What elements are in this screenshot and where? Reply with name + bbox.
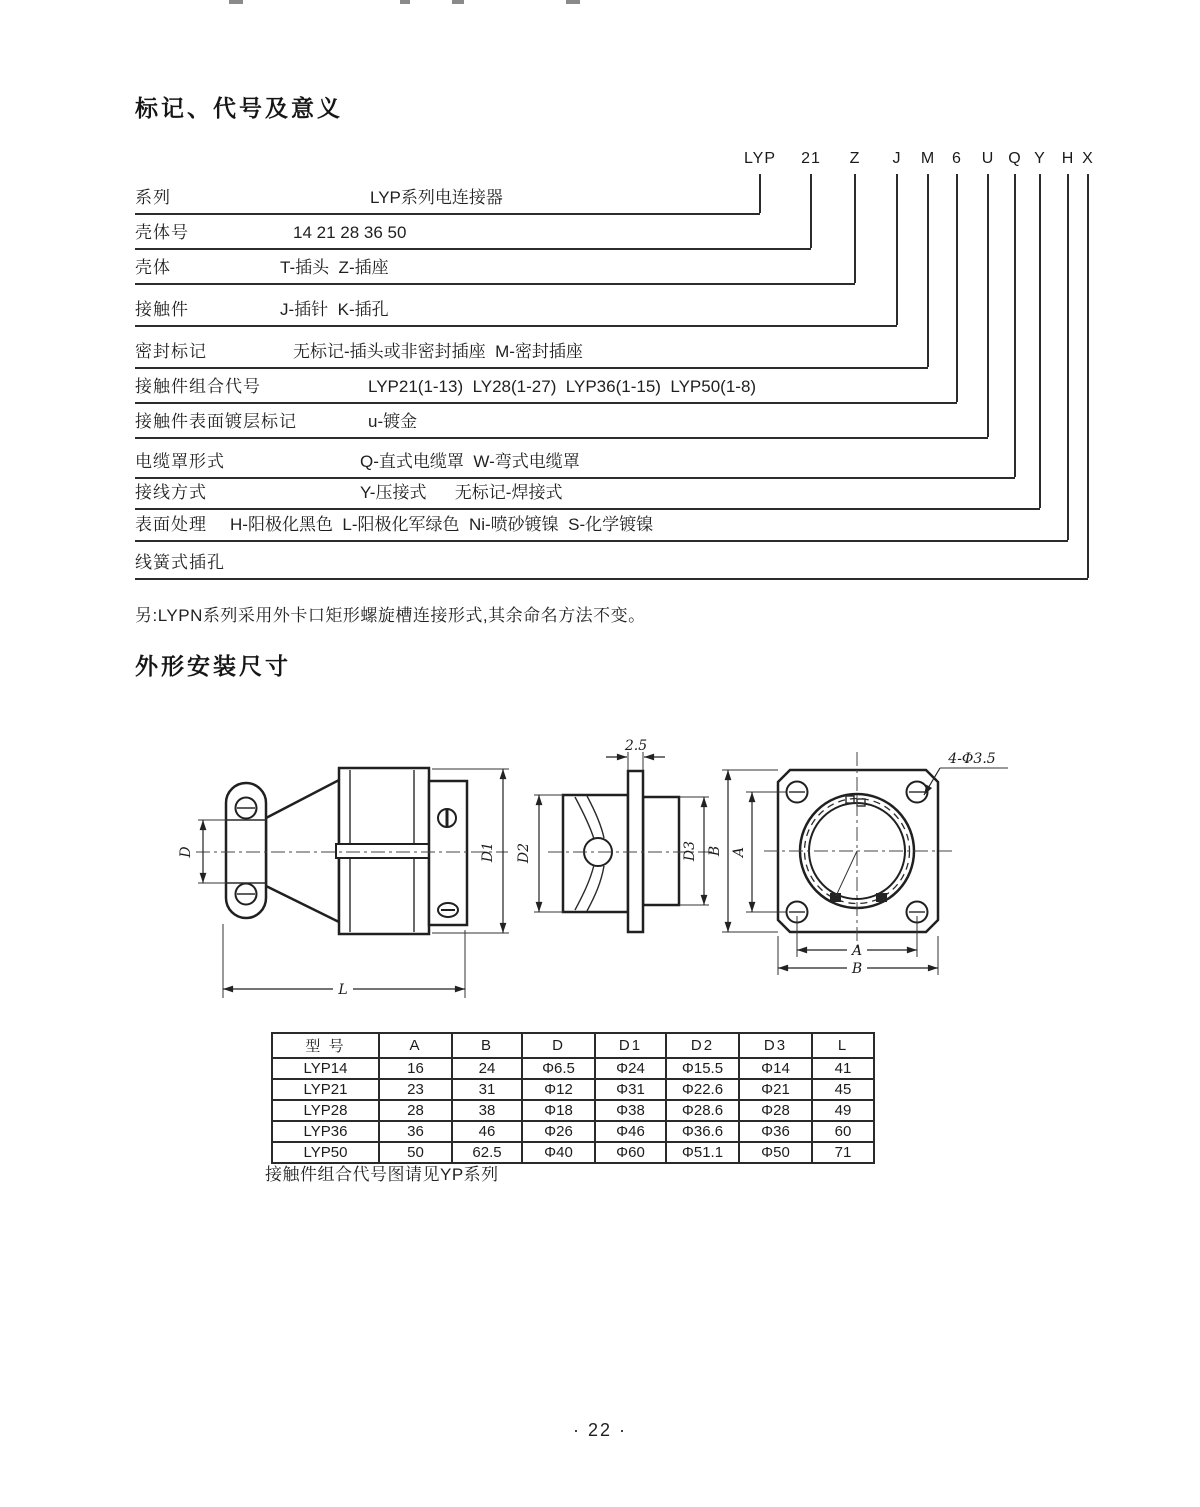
dim-label-l: L [338,982,348,998]
code-part-layout: 6 [952,150,962,167]
cell: Φ15.5 [666,1058,739,1079]
dim-label-a-vertical: A [731,846,747,858]
col-header-d: D [522,1033,595,1058]
table-footnote: 接触件组合代号图请见YP系列 [265,1165,499,1184]
cell: Φ26 [522,1121,595,1142]
receptacle-front-view-drawing [707,751,1008,977]
col-header-d2: D2 [666,1033,739,1058]
row-label: 电缆罩形式 [135,452,225,471]
code-part-series: LYP [743,150,777,167]
designation-row-contact [135,295,897,327]
cell: 50 [379,1142,452,1163]
designation-row-socket [135,548,1088,580]
col-header-b: B [452,1033,522,1058]
cell: Φ31 [595,1079,666,1100]
row-value: LYP21(1-13) LY28(1-27) LYP36(1-15) LYP50(1-8) [368,377,757,396]
table-row [272,1058,874,1079]
table-row [272,1100,874,1121]
cell: Φ18 [522,1100,595,1121]
section-title-marking: 标记、代号及意义 [135,95,343,121]
section-title-dimensions: 外形安装尺寸 [135,653,291,679]
code-connector-line [1087,174,1089,578]
page-edge-artifact [566,0,580,4]
cell: 31 [452,1079,522,1100]
designation-code-diagram [135,150,1105,600]
row-label: 接触件 [135,300,189,319]
designation-row-shell [135,253,855,285]
cell: Φ24 [595,1058,666,1079]
cell: 38 [452,1100,522,1121]
designation-row-series [135,183,760,215]
code-part-seal: M [920,150,936,167]
code-part-socket: X [1082,150,1094,167]
code-connector-line [956,174,958,402]
cell-model: LYP21 [272,1079,379,1100]
code-part-finish: H [1061,150,1075,167]
cell: 36 [379,1121,452,1142]
code-connector-line [1014,174,1016,477]
designation-row-finish [135,510,1068,542]
cell-model: LYP28 [272,1100,379,1121]
cell: Φ6.5 [522,1058,595,1079]
cell: 41 [812,1058,874,1079]
dim-label-corner-holes: 4-Φ3.5 [948,751,996,767]
code-connector-line [1039,174,1041,508]
row-value: H-阳极化黑色 L-阳极化军绿色 Ni-喷砂镀镍 S-化学镀镍 [230,515,654,534]
code-part-contact: J [892,150,902,167]
row-label: 壳体号 [135,223,189,242]
page-edge-artifact [400,0,410,4]
cell: 23 [379,1079,452,1100]
dim-label-d3: D3 [682,840,698,862]
cell: Φ51.1 [666,1142,739,1163]
code-part-shell: Z [849,150,861,167]
row-label: 接触件组合代号 [135,377,261,396]
cell: Φ14 [739,1058,812,1079]
dim-label-thickness: 2.5 [624,738,648,754]
cell: 16 [379,1058,452,1079]
designation-row-layout [135,372,957,404]
dim-label-a-horizontal: A [851,943,863,959]
cell-model: LYP14 [272,1058,379,1079]
receptacle-side-view-drawing [516,738,712,932]
page-edge-artifact [452,0,464,4]
row-label: 接线方式 [135,483,207,502]
cell: Φ36.6 [666,1121,739,1142]
code-part-shell-no: 21 [801,150,821,167]
cell: Φ28 [739,1100,812,1121]
cell-model: LYP36 [272,1121,379,1142]
code-connector-line [1067,174,1069,540]
table-header-row [272,1033,874,1058]
cell: Φ60 [595,1142,666,1163]
designation-row-seal [135,337,928,369]
col-header-d1: D1 [595,1033,666,1058]
cell: 28 [379,1100,452,1121]
cell: 71 [812,1142,874,1163]
code-part-cable-clamp: Q [1008,150,1022,167]
plug-side-view-drawing [178,768,509,998]
dim-label-d1: D1 [480,841,496,863]
code-part-plating: U [981,150,995,167]
naming-note: 另:LYPN系列采用外卡口矩形螺旋槽连接形式,其余命名方法不变。 [135,606,646,625]
outline-drawings [150,705,1080,1030]
col-header-l: L [812,1033,874,1058]
cell: 46 [452,1121,522,1142]
page-number: · 22 · [572,1420,627,1440]
designation-row-cable-clamp [135,447,1015,479]
row-label: 表面处理 [135,515,207,534]
dimension-table [271,1032,875,1164]
cell: 24 [452,1058,522,1079]
dim-label-b-vertical: B [707,845,723,857]
table-row [272,1121,874,1142]
row-label: 密封标记 [135,342,207,361]
cell: Φ50 [739,1142,812,1163]
row-value: LYP系列电连接器 [370,188,503,207]
table-row [272,1079,874,1100]
dim-label-d: D [178,846,194,858]
designation-row-plating [135,407,988,439]
cell: 49 [812,1100,874,1121]
designation-row-shell-no [135,218,811,250]
row-value: T-插头 Z-插座 [280,258,389,277]
col-header-model: 型 号 [272,1033,379,1058]
cell: Φ21 [739,1079,812,1100]
dim-label-d2: D2 [516,842,532,864]
col-header-a: A [379,1033,452,1058]
cell: Φ36 [739,1121,812,1142]
dim-label-b-horizontal: B [851,961,863,977]
designation-row-termination [135,478,1040,510]
row-label: 壳体 [135,258,171,277]
cell: 60 [812,1121,874,1142]
cell: Φ40 [522,1142,595,1163]
row-value: 14 21 28 36 50 [293,223,407,242]
cell: Φ46 [595,1121,666,1142]
cell: Φ22.6 [666,1079,739,1100]
cell: Φ28.6 [666,1100,739,1121]
row-label: 系列 [135,188,171,207]
page-edge-artifact [229,0,243,4]
row-value: J-插针 K-插孔 [280,300,389,319]
cell: Φ38 [595,1100,666,1121]
row-value: Y-压接式 无标记-焊接式 [360,483,563,502]
row-value: Q-直式电缆罩 W-弯式电缆罩 [360,452,580,471]
row-value: 无标记-插头或非密封插座 M-密封插座 [293,342,583,361]
row-label: 线簧式插孔 [135,553,225,572]
row-label: 接触件表面镀层标记 [135,412,297,431]
cell-model: LYP50 [272,1142,379,1163]
row-value: u-镀金 [368,412,418,431]
cell: 45 [812,1079,874,1100]
cell: 62.5 [452,1142,522,1163]
code-connector-line [987,174,989,437]
cell: Φ12 [522,1079,595,1100]
code-part-termination: Y [1034,150,1046,167]
col-header-d3: D3 [739,1033,812,1058]
